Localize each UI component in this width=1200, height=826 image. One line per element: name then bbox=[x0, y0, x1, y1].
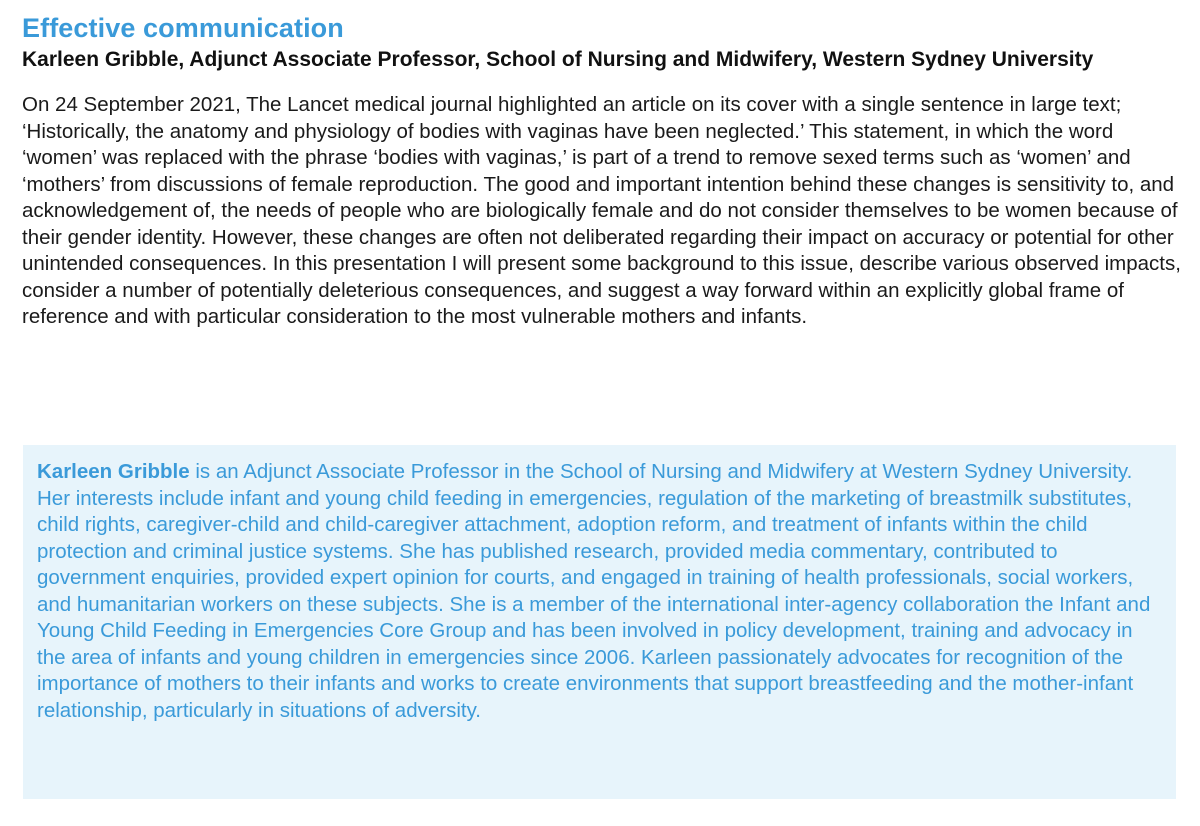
speaker-name: Karleen Gribble bbox=[37, 460, 190, 483]
document-page bbox=[22, 12, 1182, 331]
abstract-paragraph: On 24 September 2021, The Lancet medical journal highlighted an article on its cover with a single sentence in large text; ‘Historically, the anatomy and physiology of bodies with vaginas have been neglected.’ This statement, in which the word ‘women’ was replaced with the phrase ‘bodies with vaginas,’ is part of a trend to remove sexed terms such as ‘women’ and ‘mothers’ from discussions of female reproduction. The good and important intention behind these changes is sensitivity to, and acknowledgement of, the needs of people who are biologically female and do not consider themselves to be women because of their gender identity. However, these changes are often not deliberated regarding their impact on accuracy or potential for other unintended consequences. In this presentation I will present some background to this issue, describe various observed impacts, consider a number of potentially deleterious consequences, and suggest a way forward within an explicitly global frame of reference and with particular consideration to the most vulnerable mothers and infants. bbox=[22, 93, 1181, 328]
page-title: Effective communication bbox=[22, 13, 344, 43]
speaker-bio-text: is an Adjunct Associate Professor in the School of Nursing and Midwifery at Western Sydney University. Her interests include infant and young child feeding in emergencies, regulation of the marketing of breastmilk substitutes, child rights, caregiver-child and child-caregiver attachment, adoption reform, and treatment of infants within the child protection and criminal justice systems. She has published research, provided media commentary, contributed to government enquiries, provided expert opinion for courts, and engaged in training of health professionals, social workers, and humanitarian workers on these subjects. She is a member of the international inter-agency collaboration the Infant and Young Child Feeding in Emergencies Core Group and has been involved in policy development, training and advocacy in the area of infants and young children in emergencies since 2006. Karleen passionately advocates for recognition of the importance of mothers to their infants and works to create environments that support breastfeeding and the mother-infant relationship, particularly in situations of adversity. bbox=[37, 460, 1151, 722]
speaker-bio-box bbox=[23, 445, 1176, 799]
author-byline: Karleen Gribble, Adjunct Associate Professor, School of Nursing and Midwifery, Western Sydney University bbox=[22, 48, 1094, 71]
speaker-bio-paragraph bbox=[37, 459, 1160, 724]
